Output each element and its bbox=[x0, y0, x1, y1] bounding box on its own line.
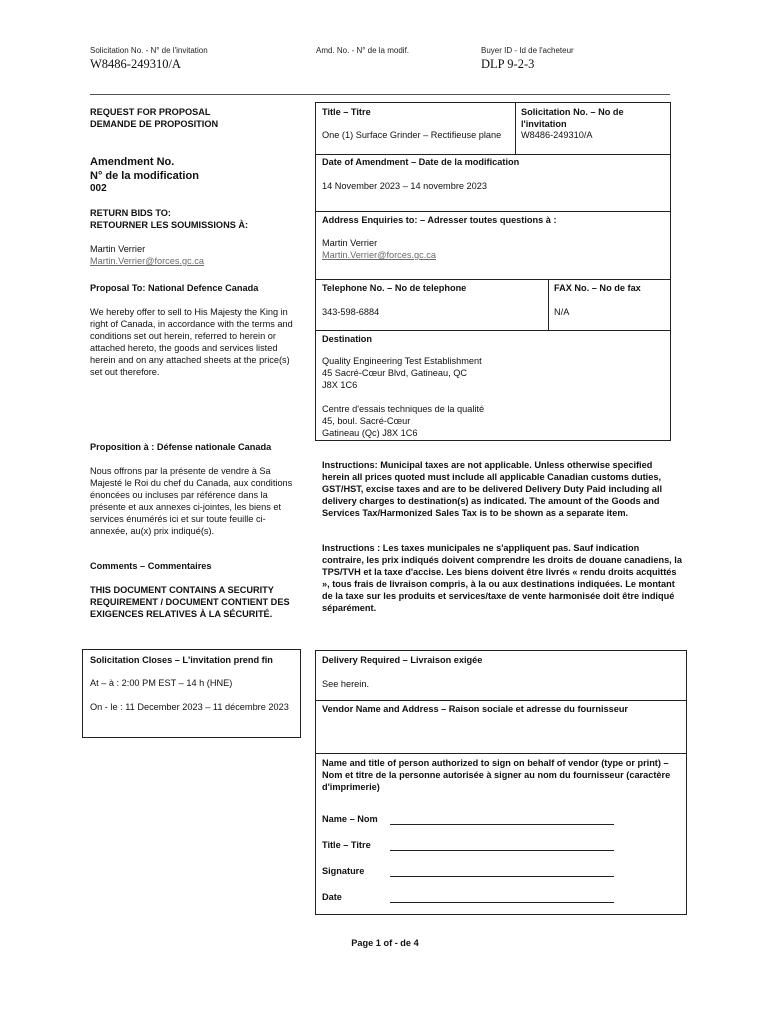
closes-date: On - le : 11 December 2023 – 11 décembre 2023 bbox=[90, 702, 289, 712]
row-divider-2 bbox=[315, 211, 671, 212]
header-divider bbox=[90, 94, 670, 95]
security-notice: THIS DOCUMENT CONTAINS A SECURITY REQUIREMENT / DOCUMENT CONTIENT DES EXIGENCES RELATIVES À LA SÉCURITÉ. bbox=[90, 585, 290, 619]
solicitation-value: W8486-249310/A bbox=[521, 130, 593, 140]
title-field[interactable] bbox=[390, 850, 614, 851]
row-divider-3 bbox=[315, 279, 671, 280]
enquiries-name: Martin Verrier bbox=[322, 238, 378, 248]
fax-value: N/A bbox=[554, 307, 570, 317]
title-value: One (1) Surface Grinder – Rectifieuse plane bbox=[322, 130, 502, 140]
instructions-en: Instructions: Municipal taxes are not applicable. Unless otherwise specified herein all prices quoted must include all applicable Canadian customs duties, GST/HST, excise taxes and are to be delivered Delivery Duty Paid including all delivery charges to destination(s) as indicated. The amount of the Goods and Services Tax/Harmonized Sales Tax is to be shown as a separate item. bbox=[322, 460, 663, 518]
contact-name: Martin Verrier bbox=[90, 244, 146, 254]
amendment-number-label: Amd. No. - N° de la modif. bbox=[316, 46, 410, 55]
offer-text-en: We hereby offer to sell to His Majesty the King in right of Canada, in accordance with the terms and conditions set out herein, referred to herein or attached hereto, the goods and services listed herein and on any attached sheets at the price(s) set out therefore. bbox=[90, 307, 293, 377]
solicitation-number-label: Solicitation No. - N° de l'invitation bbox=[90, 46, 208, 55]
name-label: Name – Nom bbox=[322, 814, 378, 824]
buyer-id-value: DLP 9-2-3 bbox=[481, 57, 535, 71]
name-field[interactable] bbox=[390, 824, 614, 825]
solicitation-label: Solicitation No. – No de l'invitation bbox=[521, 107, 624, 129]
page-number: Page 1 of - de 4 bbox=[351, 938, 419, 948]
delivery-value: See herein. bbox=[322, 679, 369, 689]
fax-label: FAX No. – No de fax bbox=[554, 283, 641, 293]
instructions-fr: Instructions : Les taxes municipales ne s'appliquent pas. Sauf indication contraire, les prix indiqués doivent comprendre les droits de douane canadiens, la TPS/TVH et la taxe d'accise. Les biens doivent être livrés « rendu droits acquittés », tous frais de livraison compris, à la ou aux destinations indiquées. Le montant de la taxe sur les produits et services/taxe de vente harmonisée doit être indiqué séparément. bbox=[322, 543, 682, 613]
row-divider-4 bbox=[315, 330, 671, 331]
date-amendment-label: Date of Amendment – Date de la modification bbox=[322, 157, 520, 167]
row-divider-5 bbox=[315, 700, 687, 701]
enquiries-label: Address Enquiries to: – Adresser toutes questions à : bbox=[322, 215, 557, 225]
comments-label: Comments – Commentaires bbox=[90, 561, 212, 571]
offer-text-fr: Nous offrons par la présente de vendre à Sa Majesté le Roi du chef du Canada, aux conditions énoncées ou incluses par référence dans la présente et aux annexes ci-jointes, les biens et services énumérés ici et sur toute feuille ci-annexée, au(x) prix indiqué(s). bbox=[90, 466, 293, 536]
amendment-label: Amendment No. N° de la modification bbox=[90, 156, 199, 182]
date-field[interactable] bbox=[390, 902, 614, 903]
tel-fax-divider bbox=[548, 279, 549, 330]
title-label: Title – Titre bbox=[322, 107, 371, 117]
rfp-title: REQUEST FOR PROPOSAL DEMANDE DE PROPOSITION bbox=[90, 107, 219, 129]
signature-field[interactable] bbox=[390, 876, 614, 877]
authorized-signer-label: Name and title of person authorized to sign on behalf of vendor (type or print) – Nom et titre de la personne autorisée à signer au nom du fournisseur (caractère d'imprimerie) bbox=[322, 758, 671, 792]
proposition-a: Proposition à : Défense nationale Canada bbox=[90, 442, 272, 452]
return-bids-label: RETURN BIDS TO: RETOURNER LES SOUMISSIONS À: bbox=[90, 208, 249, 230]
row-divider-6 bbox=[315, 753, 687, 754]
telephone-label: Telephone No. – No de telephone bbox=[322, 283, 467, 293]
row-divider-1 bbox=[315, 154, 671, 155]
title-field-label: Title – Titre bbox=[322, 840, 371, 850]
delivery-label: Delivery Required – Livraison exigée bbox=[322, 655, 483, 665]
telephone-value: 343-598-6884 bbox=[322, 307, 380, 317]
contact-email-link[interactable]: Martin.Verrier@forces.gc.ca bbox=[90, 256, 204, 266]
amendment-value: 002 bbox=[90, 183, 107, 194]
proposal-to: Proposal To: National Defence Canada bbox=[90, 283, 259, 293]
date-amendment-value: 14 November 2023 – 14 novembre 2023 bbox=[322, 181, 487, 191]
closes-time: At – à : 2:00 PM EST – 14 h (HNE) bbox=[90, 678, 233, 688]
closes-label: Solicitation Closes – L'invitation prend fin bbox=[90, 655, 273, 665]
solicitation-number-value: W8486-249310/A bbox=[90, 57, 181, 71]
title-divider bbox=[515, 102, 516, 154]
vendor-label: Vendor Name and Address – Raison sociale et adresse du fournisseur bbox=[322, 704, 629, 714]
destination-fr: Centre d'essais techniques de la qualité 45, boul. Sacré-Cœur Gatineau (Qc) J8X 1C6 bbox=[322, 404, 485, 438]
buyer-id-label: Buyer ID - Id de l'acheteur bbox=[481, 46, 574, 55]
date-label: Date bbox=[322, 892, 342, 902]
signature-label: Signature bbox=[322, 866, 365, 876]
destination-label: Destination bbox=[322, 334, 373, 344]
enquiries-email-link[interactable]: Martin.Verrier@forces.gc.ca bbox=[322, 250, 436, 260]
destination-en: Quality Engineering Test Establishment 45 Sacré-Cœur Blvd, Gatineau, QC J8X 1C6 bbox=[322, 356, 482, 390]
